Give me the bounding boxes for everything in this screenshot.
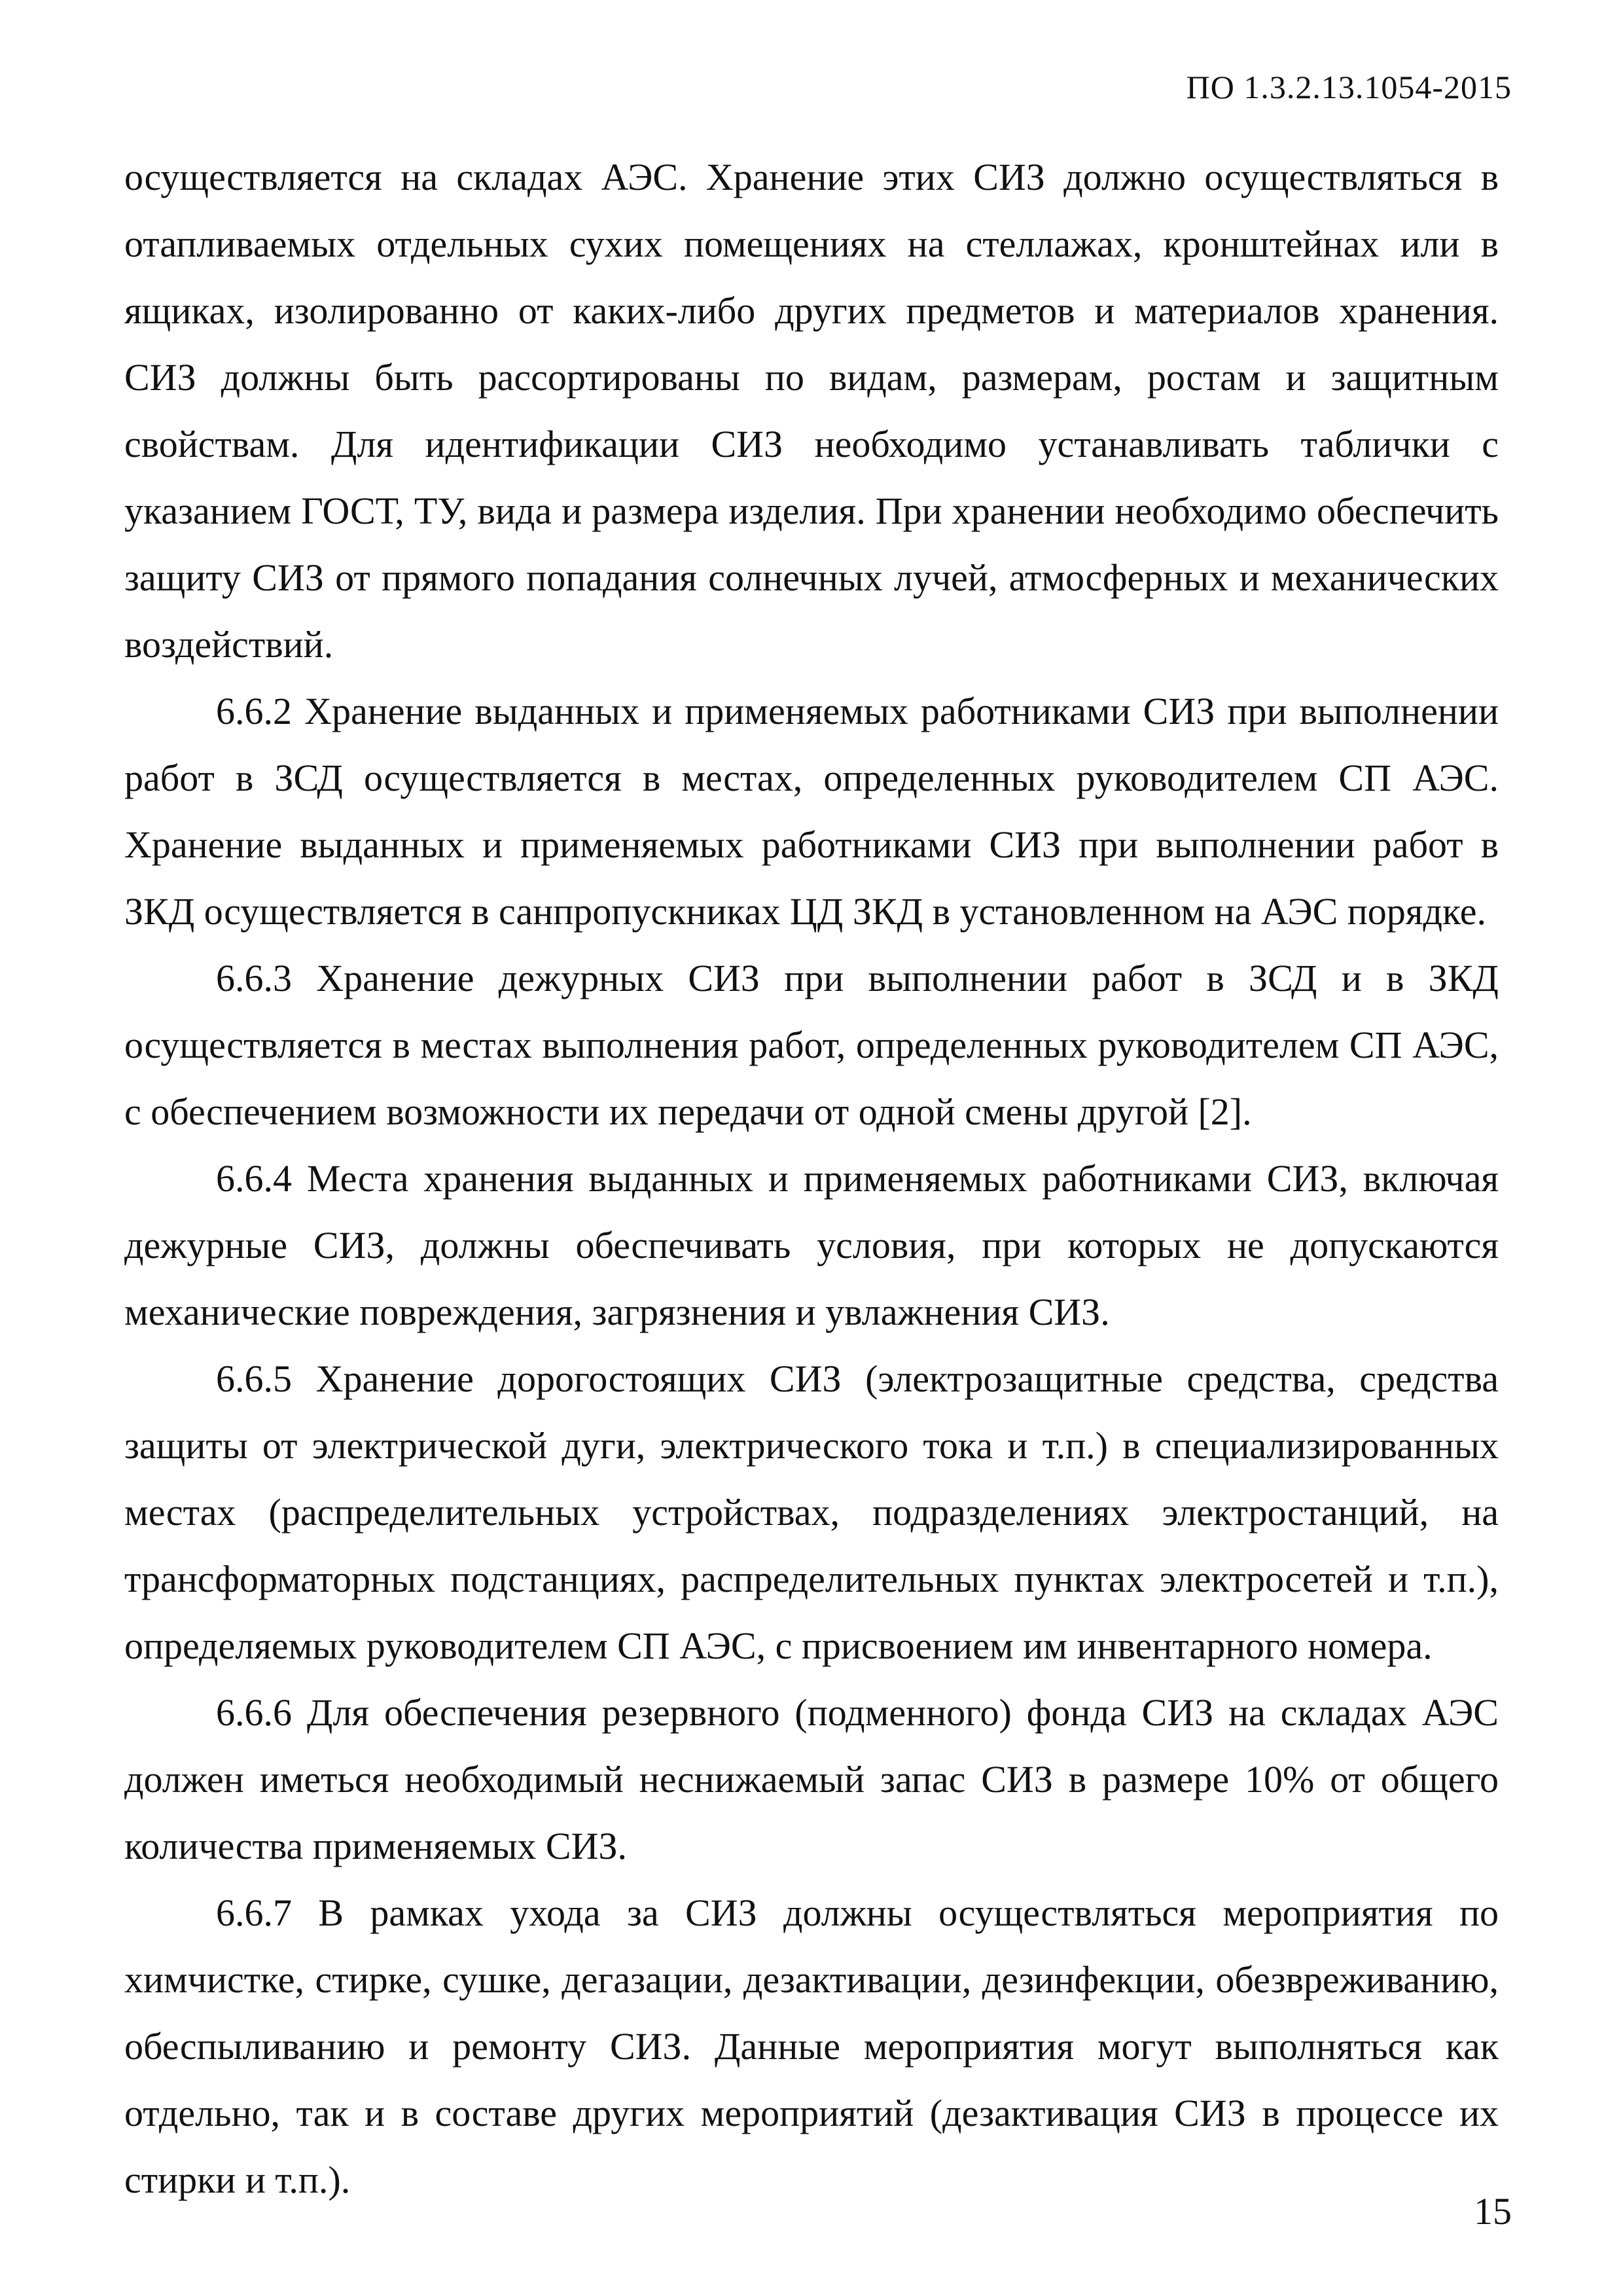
document-code-header: ПО 1.3.2.13.1054-2015 — [1186, 69, 1512, 105]
paragraph-6-6-5: 6.6.5 Хранение дорогостоящих СИЗ (электрозащитные средства, средства защиты от электрической дуги, электрического тока и т.п.) в специализированных местах (распределительных устройствах, подразделениях электростанций, на трансформаторных подстанциях, распределительных пунктах электросетей и т.п.), определяемых руководителем СП АЭС, с присвоением им инвентарного номера. — [124, 1357, 1499, 1667]
paragraph-continuation: осуществляется на складах АЭС. Хранение этих СИЗ должно осуществляться в отапливаемых отдельных сухих помещениях на стеллажах, кронштейнах или в ящиках, изолированно от каких-либо других предметов и материалов хранения. СИЗ должны быть рассортированы по видам, размерам, ростам и защитным свойствам. Для идентификации СИЗ необходимо устанавливать таблички с указанием ГОСТ, ТУ, вида и размера изделия. При хранении необходимо обеспечить защиту СИЗ от прямого попадания солнечных лучей, атмосферных и механических воздействий. — [124, 156, 1499, 666]
paragraph-6-6-2: 6.6.2 Хранение выданных и применяемых работниками СИЗ при выполнении работ в ЗСД осуществляется в местах, определенных руководителем СП АЭС. Хранение выданных и применяемых работниками СИЗ при выполнении работ в ЗКД осуществляется в санпропускниках ЦД ЗКД в установленном на АЭС порядке. — [124, 690, 1499, 933]
paragraph-6-6-6: 6.6.6 Для обеспечения резервного (подменного) фонда СИЗ на складах АЭС должен иметься необходимый неснижаемый запас СИЗ в размере 10% от общего количества применяемых СИЗ. — [124, 1691, 1499, 1867]
paragraph-6-6-4: 6.6.4 Места хранения выданных и применяемых работниками СИЗ, включая дежурные СИЗ, должны обеспечивать условия, при которых не допускаются механические повреждения, загрязнения и увлажнения СИЗ. — [124, 1157, 1499, 1333]
paragraph-6-6-7: 6.6.7 В рамках ухода за СИЗ должны осуществляться мероприятия по химчистке, стирке, сушке, дегазации, дезактивации, дезинфекции, обезвреживанию, обеспыливанию и ремонту СИЗ. Данные мероприятия могут выполняться как отдельно, так и в составе других мероприятий (дезактивация СИЗ в процессе их стирки и т.п.). — [124, 1892, 1499, 2201]
document-body — [124, 144, 1499, 2214]
page-number: 15 — [1474, 2190, 1512, 2233]
paragraph-6-6-3: 6.6.3 Хранение дежурных СИЗ при выполнении работ в ЗСД и в ЗКД осуществляется в местах выполнения работ, определенных руководителем СП АЭС, с обеспечением возможности их передачи от одной смены другой [2]. — [124, 957, 1499, 1133]
